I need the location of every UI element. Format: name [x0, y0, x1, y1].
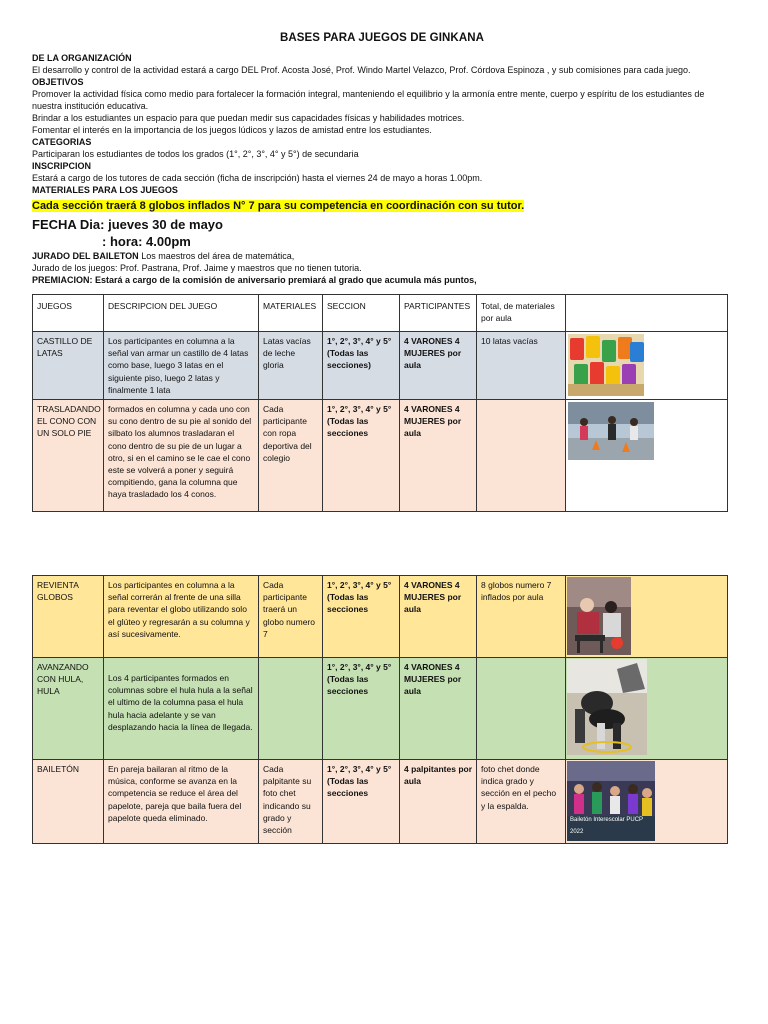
cell-total: [477, 400, 566, 512]
cell-participantes: 4 VARONES 4 MUJERES por aula: [400, 332, 477, 400]
cell-image: [566, 332, 728, 400]
categorias-heading: CATEGORIAS: [32, 137, 92, 147]
cell-total: 8 globos numero 7 inflados por aula: [477, 576, 566, 658]
jurado-line: [32, 250, 732, 262]
cell-juego: REVIENTA GLOBOS: [33, 576, 104, 658]
categorias-text: Participaran los estudiantes de todos los grados (1°, 2°, 3°, 4° y 5°) de secundaria: [32, 149, 359, 159]
cell-participantes: 4 VARONES 4 MUJERES por aula: [400, 658, 477, 760]
org-heading: DE LA ORGANIZACIÓN: [32, 53, 132, 63]
premiacion-label: PREMIACION: [32, 275, 90, 285]
cell-seccion: 1°, 2°, 3°, 4° y 5° (Todas las secciones: [323, 658, 400, 760]
photo-hula: [567, 659, 647, 755]
inscripcion-heading: INSCRIPCION: [32, 161, 92, 171]
cell-descripcion: Los 4 participantes formados en columnas sobre el hula hula a la señal el ultimo de la columna pasa el hula hula hacia adelante y se van desplazando hacia la línea de llegada.: [104, 658, 259, 760]
document-page: [32, 32, 732, 286]
cell-juego: BAILETÓN: [33, 760, 104, 844]
cell-total: 10 latas vacías: [477, 332, 566, 400]
cell-image: [566, 400, 728, 512]
table-row: [33, 576, 728, 658]
fecha-dia: FECHA Dia: jueves 30 de mayo: [32, 217, 223, 232]
cell-descripcion: Los participantes en columna a la señal van armar un castillo de 4 latas como base, luego 3 latas en el siguiente piso, luego 2 latas y finalmente 1 lata: [104, 332, 259, 400]
materiales-highlight: Cada sección traerá 8 globos inflados N° 7 para su competencia en coordinación con su tutor.: [32, 200, 525, 212]
objetivo-1: Promover la actividad física como medio para fortalecer la formación integral, manteniendo el equilibrio y la armonía entre mente, cuerpo y espíritu de los estudiantes de nuestra institución educativa.: [32, 89, 705, 111]
document-title: BASES PARA JUEGOS DE GINKANA: [279, 32, 485, 44]
table-header-row: [33, 295, 728, 332]
cell-total: [477, 658, 566, 760]
header-materiales: MATERIALES: [259, 295, 323, 332]
header-total: Total, de materiales por aula: [477, 295, 566, 332]
cell-materiales: Cada participante con ropa deportiva del colegio: [259, 400, 323, 512]
cell-total: foto chet donde indica grado y sección en el pecho y la espalda.: [477, 760, 566, 844]
cell-juego: TRASLADANDO EL CONO CON UN SOLO PIE: [33, 400, 104, 512]
org-text: El desarrollo y control de la actividad estará a cargo DEL Prof. Acosta José, Prof. Windo Martel Velazco, Prof. Córdova Espinoza , y sub comisiones para cada juego.: [32, 65, 691, 75]
cell-seccion: 1°, 2°, 3°, 4° y 5° (Todas las secciones): [323, 332, 400, 400]
fecha-hora: : hora: 4.00pm: [102, 234, 191, 249]
jurado-label: JURADO DEL BAILETON: [32, 251, 139, 261]
cell-seccion: 1°, 2°, 3°, 4° y 5° (Todas las secciones: [323, 576, 400, 658]
objetivos-heading: OBJETIVOS: [32, 77, 84, 87]
cell-seccion: 1°, 2°, 3°, 4° y 5° (Todas las secciones: [323, 760, 400, 844]
cell-participantes: 4 palpitantes por aula: [400, 760, 477, 844]
games-table-part1: [32, 294, 728, 512]
cell-descripcion: En pareja bailaran al ritmo de la música, conforme se avanza en la competencia se reduce el área del papelote, pareja que baila fuera del papelote queda eliminado.: [104, 760, 259, 844]
objetivo-2: Brindar a los estudiantes un espacio para que puedan medir sus capacidades físicas y habilidades motrices.: [32, 113, 465, 123]
table-row: [33, 760, 728, 844]
premiacion-text: : Estará a cargo de la comisión de aniversario premiará al grado que acumula más puntos,: [89, 275, 477, 285]
photo-caption: Bailetón Interescolar PUCP 2022: [570, 816, 643, 835]
jurado-text: Los maestros del área de matemática,: [138, 251, 295, 261]
premiacion-line: [32, 274, 732, 286]
objetivo-3: Fomentar el interés en la importancia de los juegos lúdicos y lazos de amistad entre los estudiantes.: [32, 125, 432, 135]
inscripcion-text: Estará a cargo de los tutores de cada sección (ficha de inscripción) hasta el viernes 24 de mayo a horas 1.00pm.: [32, 173, 483, 183]
cell-descripcion: Los participantes en columna a la señal correrán al frente de una silla para reventar el globo utilizando solo el glúteo y regresarán a su columna y así sucesivamente.: [104, 576, 259, 658]
photo-cone-race: [568, 402, 654, 460]
cell-image: [566, 760, 728, 844]
header-seccion: SECCION: [323, 295, 400, 332]
header-descripcion: DESCRIPCION DEL JUEGO: [104, 295, 259, 332]
cell-materiales: Cada participante traerá un globo numero 7: [259, 576, 323, 658]
header-participantes: PARTICIPANTES: [400, 295, 477, 332]
photo-balloon: [567, 577, 631, 655]
cell-juego: CASTILLO DE LATAS: [33, 332, 104, 400]
cell-descripcion: formados en columna y cada uno con su cono dentro de su pie al sonido del silbato los alumnos trasladaran el cono dentro de su pie de un lugar a otro, si en el camino se le cae el cono este se volverá a poner y seguirá compitiendo, gana la columna que haya trasladado los 4 conos.: [104, 400, 259, 512]
cell-participantes: 4 VARONES 4 MUJERES por aula: [400, 400, 477, 512]
games-table-part2: [32, 575, 728, 844]
table-row: [33, 658, 728, 760]
cell-image: [566, 658, 728, 760]
materiales-heading: MATERIALES PARA LOS JUEGOS: [32, 185, 178, 195]
cell-image: [566, 576, 728, 658]
header-image: [566, 295, 728, 332]
table-row: [33, 332, 728, 400]
cell-juego: AVANZANDO CON HULA, HULA: [33, 658, 104, 760]
header-juegos: JUEGOS: [33, 295, 104, 332]
cell-seccion: 1°, 2°, 3°, 4° y 5° (Todas las secciones: [323, 400, 400, 512]
cell-materiales: Cada palpitante su foto chet indicando su grado y sección: [259, 760, 323, 844]
jurado-juegos: Jurado de los juegos: Prof. Pastrana, Prof. Jaime y maestros que no tienen tutoria.: [32, 263, 362, 273]
cell-materiales: [259, 658, 323, 760]
cell-materiales: Latas vacías de leche gloria: [259, 332, 323, 400]
photo-dance: [567, 761, 655, 841]
photo-cans: [568, 334, 644, 396]
table-row: [33, 400, 728, 512]
fecha-block: [32, 216, 732, 250]
cell-participantes: 4 VARONES 4 MUJERES por aula: [400, 576, 477, 658]
